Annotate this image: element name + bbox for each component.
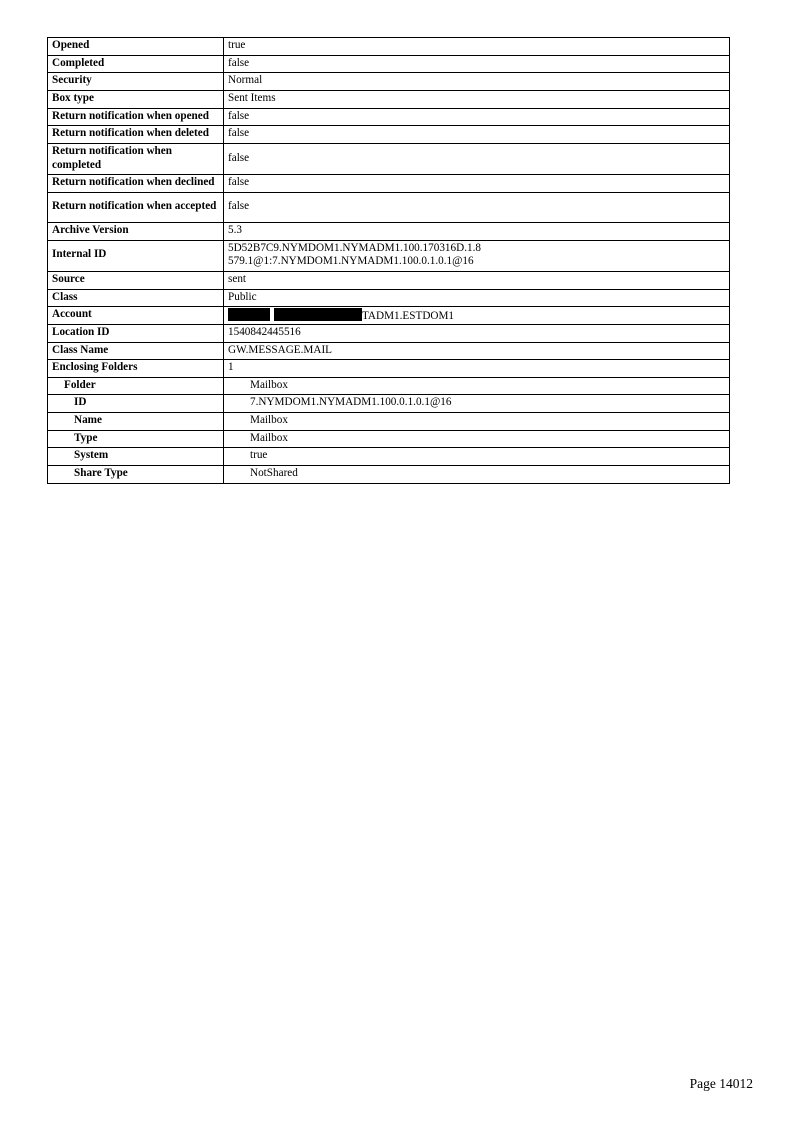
property-value: [224, 307, 730, 325]
table-row: [48, 448, 730, 466]
property-label: Enclosing Folders: [48, 360, 224, 378]
property-label: Return notification when accepted: [48, 192, 224, 222]
property-label: Class: [48, 289, 224, 307]
page-number: Page 14012: [689, 1076, 753, 1091]
redaction-bar: [228, 308, 270, 321]
table-row: [48, 192, 730, 222]
table-row: [48, 73, 730, 91]
table-row: [48, 413, 730, 431]
table-row: [48, 108, 730, 126]
property-value: 5D52B7C9.NYMDOM1.NYMADM1.100.170316D.1.8 579.1@1:7.NYMDOM1.NYMADM1.100.0.1.0.1@16: [224, 240, 730, 271]
property-value: Sent Items: [224, 90, 730, 108]
table-row: [48, 240, 730, 271]
table-row: [48, 90, 730, 108]
property-value: sent: [224, 271, 730, 289]
property-label: Name: [48, 413, 224, 431]
property-label: Security: [48, 73, 224, 91]
property-value: false: [224, 175, 730, 193]
property-label: Folder: [48, 377, 224, 395]
property-value: true: [224, 448, 730, 466]
property-label: Internal ID: [48, 240, 224, 271]
table-row: [48, 307, 730, 325]
property-label: Return notification when declined: [48, 175, 224, 193]
table-body: [48, 38, 730, 484]
table-row: [48, 289, 730, 307]
table-row: [48, 38, 730, 56]
property-label: Return notification when deleted: [48, 126, 224, 144]
table-row: [48, 377, 730, 395]
property-label: Location ID: [48, 324, 224, 342]
property-value: false: [224, 108, 730, 126]
table-row: [48, 430, 730, 448]
property-label: Archive Version: [48, 222, 224, 240]
property-value: NotShared: [224, 466, 730, 484]
property-value: false: [224, 55, 730, 73]
property-value: 1: [224, 360, 730, 378]
property-value: 5.3: [224, 222, 730, 240]
property-value: false: [224, 192, 730, 222]
property-label: Account: [48, 307, 224, 325]
property-label: Return notification when completed: [48, 143, 224, 174]
redaction-bar: [274, 308, 362, 321]
table-row: [48, 126, 730, 144]
table-row: [48, 324, 730, 342]
table-row: [48, 175, 730, 193]
table-row: [48, 466, 730, 484]
property-value-text: TADM1.ESTDOM1: [362, 309, 455, 322]
table-row: [48, 360, 730, 378]
property-value: 1540842445516: [224, 324, 730, 342]
table-row: [48, 395, 730, 413]
property-label: Source: [48, 271, 224, 289]
property-value: 7.NYMDOM1.NYMADM1.100.0.1.0.1@16: [224, 395, 730, 413]
property-value: Mailbox: [224, 377, 730, 395]
property-label: System: [48, 448, 224, 466]
property-label: Class Name: [48, 342, 224, 360]
property-label: Return notification when opened: [48, 108, 224, 126]
property-label: Completed: [48, 55, 224, 73]
property-label: Share Type: [48, 466, 224, 484]
property-value: false: [224, 143, 730, 174]
property-value: Normal: [224, 73, 730, 91]
property-label: ID: [48, 395, 224, 413]
message-properties-table: [47, 37, 730, 484]
table-row: [48, 143, 730, 174]
property-value: Public: [224, 289, 730, 307]
table-row: [48, 342, 730, 360]
property-value: Mailbox: [224, 430, 730, 448]
property-label: Box type: [48, 90, 224, 108]
table-row: [48, 271, 730, 289]
property-label: Opened: [48, 38, 224, 56]
property-label: Type: [48, 430, 224, 448]
table-row: [48, 55, 730, 73]
property-value: false: [224, 126, 730, 144]
property-value: GW.MESSAGE.MAIL: [224, 342, 730, 360]
property-value: true: [224, 38, 730, 56]
property-value: Mailbox: [224, 413, 730, 431]
table-row: [48, 222, 730, 240]
